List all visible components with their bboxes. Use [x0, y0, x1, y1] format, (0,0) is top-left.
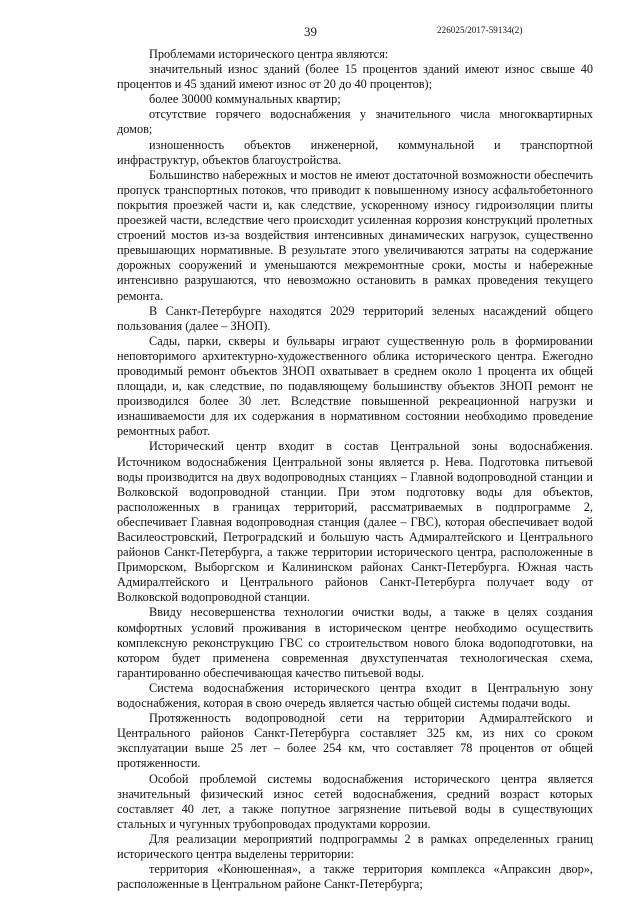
paragraph: Большинство набережных и мостов не имеют достаточной возможности обеспечить пропуск транспортных потоков, что приводит к повышенному износу асфальтобетонного покрытия проезжей части и, как следствие, ускоренному износу гидроизоляции плиты проезжей части, вследствие чего происходит усиленная коррозия конструкций пролетных строений мостов из-за воздействия интенсивных динамических нагрузок, существенно превышающих нормативные. В результате этого увеличиваются затраты на содержание дорожных сооружений и уменьшаются межремонтные сроки, мосты и набережные интенсивно разрушаются, что невозможно остановить в рамках проведения текущего ремонта.: [117, 167, 593, 303]
paragraph: Проблемами исторического центра являются:: [149, 47, 389, 61]
paragraph: Система водоснабжения исторического центра входит в Центральную зону водоснабжения, которая в свою очередь является частью общей системы подачи воды.: [117, 680, 593, 711]
paragraph: В Санкт-Петербурге находятся 2029 территорий зеленых насаждений общего пользования (далее – ЗНОП).: [117, 303, 593, 333]
paragraph: Для реализации мероприятий подпрограммы 2 в рамках определенных границ исторического центра выделены территории:: [117, 831, 593, 861]
paragraph: изношенность объектов инженерной, коммунальной и транспортной инфраструктур, объектов благоустройства.: [117, 137, 593, 167]
paragraph: значительный износ зданий (более 15 процентов зданий имеют износ свыше 40 процентов и 45 зданий имеют износ от 20 до 40 процентов);: [117, 62, 593, 92]
paragraph: Протяженность водопроводной сети на территории Адмиралтейского и Центрального районов Санкт-Петербурга составляет 325 км, из них со сроком эксплуатации выше 25 лет – более 254 км, что составляет 78 процентов от общей протяженности.: [117, 711, 593, 771]
paragraph: отсутствие горячего водоснабжения у значительного числа многоквартирных домов;: [117, 107, 593, 137]
paragraph: Особой проблемой системы водоснабжения исторического центра является значительный физический износ сетей водоснабжения, средний возраст которых составляет 40 лет, а также попутное загрязнение питьевой воды в существующих стальных и чугунных трубопроводах продуктами коррозии.: [117, 771, 593, 831]
paragraph: Ввиду несовершенства технологии очистки воды, а также в целях создания комфортных условий проживания в историческом центре необходимо осуществить комплексную реконструкцию ГВС со строительством нового блока водоподготовки, на котором будет применена современная двухступенчатая технологическая схема, гарантированно обеспечивающая качество питьевой воды.: [117, 605, 593, 680]
document-id: 226025/2017-59134(2): [437, 25, 523, 35]
paragraph: территория «Конюшенная», а также территория комплекса «Апраксин двор», расположенные в Центральном районе Санкт-Петербурга;: [117, 862, 593, 892]
page-number: 39: [304, 24, 317, 39]
paragraph: более 30000 коммунальных квартир;: [149, 92, 341, 107]
page-header: [0, 24, 640, 40]
paragraph: Сады, парки, скверы и бульвары играют существенную роль в формировании неповторимого архитектурно-художественного облика исторического центра. Ежегодно проводимый ремонт объектов ЗНОП охватывает в среднем около 1 процента их общей площади, и, как следствие, по подавляющему большинству объектов ЗНОП ремонт не производился более 30 лет. Вследствие повышенной рекреационной нагрузки и изнашиваемости для их содержания в нормативном состоянии необходимо проведение ремонтных работ.: [117, 333, 593, 439]
document-body: [117, 47, 593, 892]
paragraph: Исторический центр входит в состав Центральной зоны водоснабжения. Источником водоснабжения Центральной зоны является р. Нева. Подготовка питьевой воды производится на двух водопроводных станциях – Главной водопроводной станции и Волковской водопроводной станции. При этом подготовку воды для объектов, расположенных в границах территорий, рассматриваемых в подпрограмме 2, обеспечивает Главная водопроводная станция (далее – ГВС), которая обеспечивает водой Василеостровский, Петроградский и большую часть Адмиралтейского и Центрального районов Санкт-Петербурга, а также территории исторического центра, расположенные в Приморском, Выборгском и Калининском районах Санкт-Петербурга. Южная часть Адмиралтейского и Центрального районов Санкт-Петербурга получает воду от Волковской водопроводной станции.: [117, 439, 593, 605]
